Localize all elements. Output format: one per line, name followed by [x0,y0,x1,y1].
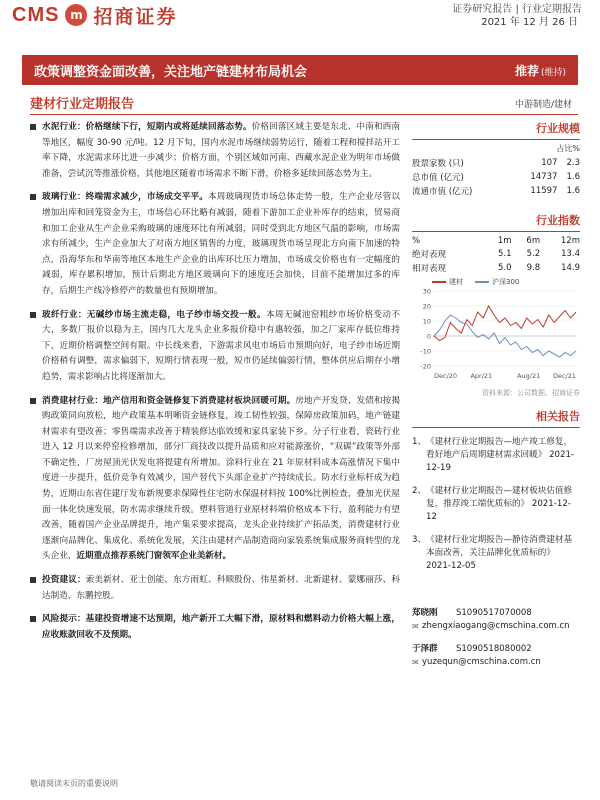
scale-unit: 占比% [556,144,580,153]
x-tick-label: Aug/21 [517,372,541,380]
report-subtitle: 建材行业定期报告 [30,97,135,112]
series-line [434,306,576,341]
row-pct: 1.6 [566,172,580,182]
row-value: 14.9 [561,263,580,273]
analyst-row [412,607,580,620]
analyst-row [412,620,580,633]
section-consumer-materials [30,394,400,566]
footer-disclaimer: 敬请阅读末页的重要说明 [30,779,118,788]
legend-item [432,277,463,287]
report-date-label: 2021-12-05 [426,561,476,571]
section-risk [30,612,400,643]
legend-item [475,277,519,287]
index-performance-chart [412,287,580,382]
item-index: 1、 [412,437,427,447]
report-date: 2021 年 12 月 26 日 [481,17,578,28]
table-row [412,170,580,184]
header-cell: 1m [497,236,512,246]
report-header [0,0,600,40]
analyst-block [412,607,580,669]
y-tick-label: 20 [422,302,431,311]
header-cell: % [412,236,421,246]
table-row [412,156,580,170]
row-value: 5.1 [498,249,512,259]
main-column [30,120,400,651]
report-date-label: 2021-12-12 [426,499,571,522]
analyst-row [412,656,580,669]
y-tick-label: 0 [426,332,431,341]
title-banner [22,55,578,85]
related-report-item[interactable] [412,436,580,475]
report-title: 政策调整资金面改善，关注地产链建材布局机会 [34,64,308,80]
table-header-row [412,235,580,247]
y-tick-label: -20 [420,362,431,371]
row-label: 总市值 (亿元) [412,173,464,183]
email-icon: ✉ [412,658,419,667]
row-label: 股票家数 (只) [412,159,464,169]
row-value: 5.2 [526,249,541,259]
logo-text-cn: 招商证券 [93,5,178,28]
section-cement [30,120,400,182]
scale-heading: 行业规模 [412,120,580,140]
row-value: 107 [541,158,558,168]
logo-text-en: CMS [12,3,60,26]
legend-swatch [432,281,446,283]
x-tick-label: Dec/21 [552,372,576,380]
header-cell: 12m [560,236,580,246]
section-body: 本周无碱池窑粗纱市场价格变动不大，多数厂报价以稳为主，国内几大龙头企业多报价稳中有惠较强，加之厂家库存低位维持下，近期价格调整空间有限。中长线来看，下游需求风电市场后市预期向好，电子纱市场近期价格稍有调整，需求偏弱下，短期行情表现一般，短市仍延续偏弱行情，整体供应后期存小增趋势，需求影响占比将逐渐加大。 [42,309,400,382]
item-index: 2、 [412,486,427,496]
row-label: 相对表现 [412,264,447,274]
square-bullet-icon [30,312,36,318]
section-lead: 水泥行业：价格继续下行，短期内或将延续回落态势。 [42,122,252,132]
chart-source: 资料来源：公司数据、招商证券 [482,389,580,397]
item-index: 3、 [412,535,427,545]
y-tick-label: 10 [422,317,431,326]
section-highlight: 近期重点推荐系统门窗领军企业美新材。 [76,551,232,562]
square-bullet-icon [30,124,36,130]
row-label: 绝对表现 [412,250,447,260]
analyst [412,643,580,669]
legend-swatch [475,281,489,283]
section-body: 房地产开发贷、发债和按揭购政策同向放松，地产政策基本明晰资金链修复，竣工韧性较强，保障房政策加码，地产链建材需求有望改善；零售端需求改善于精装修达临效缓和家具家装下乡。分子行业看，瓷砖行业进入 12 月以来停窑检修增加，部分厂商技改以提升品质和应对能源涨价，“双碳”政策等外部不确定性，厂房屋顶光伏发电将提建有所增加。涂料行业在 21 年原材料成本高涨情况下集中度进一步提升，低价竞争有效减少，国产替代下头部企业扩产持续成长。防水行业标杆成为趋势，近期山东省住建厅发布新规要求保障性住宅防水保温材料按 100%比例检查，叠加光伏屋面一体化快速发展，防水需求继续升级。塑料管道行业原材料端价格成本下行，盈利能力有望改善，随着国产企业品牌提升，地产集采要求提高，龙头企业持续扩产拓品类，消费建材行业逐渐向品牌化、集成化、系统化发展，关注由建材产品制造商向家装系统集成服务商转型的龙头企业， [42,395,400,562]
analyst-row [412,643,580,656]
row-pct: 1.6 [566,186,580,196]
square-bullet-icon [30,398,36,404]
section-body: 价格回落区域主要是东北、中南和西南等地区，幅度 30-90 元/吨。12 月下旬，国内水泥市场继续弱势运行，随着工程和搅拌站开工率下降，水泥需求环比进一步减少；价格方面，个别区域如河南、西藏水泥企业为明年市场做准备，尝试沉等推涨价格，其他地区随着市场需求不断下滑，价格多延续回落态势为主。 [42,122,400,179]
section-lead: 风险提示：基建投资增速不达预期，地产新开工大幅下滑，原材料和燃料动力价格大幅上涨，应收账款回收不及预期。 [42,614,400,640]
analyst [412,607,580,633]
cms-logo [12,0,177,30]
index-table [412,235,580,275]
row-value: 9.8 [526,263,541,273]
table-row [412,261,580,275]
industry-tag: 中游制造/建材 [514,100,572,110]
section-lead: 投资建议： [42,575,86,586]
section-fiberglass [30,308,400,386]
legend-label: 沪深300 [492,278,520,286]
section-body: 索美新材、亚士创能、东方雨虹、科顺股份、伟星新材、北新建材、蒙娜丽莎、科达制造、东鹏控股。 [42,575,400,601]
rating-badge [515,62,566,79]
report-link-title: 《建材行业定期报告—建材板块估值修复，推荐竣工端优质标的》 [426,486,573,509]
analyst-email[interactable]: zhengxiaogang@cmschina.com.cn [422,621,570,631]
rating-note: (维持) [540,67,566,78]
square-bullet-icon [30,616,36,622]
analyst-email[interactable]: yuzequn@cmschina.com.cn [422,657,541,667]
row-value: 13.4 [561,249,580,259]
rating-text: 推荐 [514,63,539,78]
legend-label: 建材 [449,278,463,286]
row-value: 14737 [530,172,558,182]
report-link-title: 《建材行业定期报告—静待消费建材基本面改善，关注品牌化优质标的》 [426,535,573,558]
y-tick-label: 30 [422,287,431,296]
related-report-item[interactable] [412,534,580,573]
logo-badge-icon: m [65,4,87,26]
x-tick-label: Dec/20 [434,372,458,380]
section-lead: 玻纤行业：无碱纱市场主流走稳，电子纱市场交投一般。 [42,309,266,320]
chart-legend [432,277,580,287]
square-bullet-icon [30,194,36,200]
report-type: 证券研究报告 | 行业定期报告 [452,4,582,15]
analyst-code: S1090518080002 [456,644,532,654]
sidebar [412,120,580,679]
email-icon: ✉ [412,622,419,631]
row-value: 5.0 [498,263,512,273]
x-tick-label: Apr/21 [470,372,493,380]
report-link-title: 《建材行业定期报告—地产竣工修复，看好地产后周期建材需求回暖》 [426,437,573,460]
table-row [412,184,580,198]
related-reports [412,436,580,573]
analyst-name: 于泽群 [412,644,438,654]
row-pct: 2.3 [566,158,580,168]
related-heading: 相关报告 [412,408,580,428]
related-report-item[interactable] [412,485,580,524]
table-row [412,247,580,261]
report-date-label: 2021-12-19 [426,450,575,473]
section-investment [30,573,400,604]
analyst-name: 郑晓刚 [412,608,438,618]
section-lead: 消费建材行业：地产信用和资金链修复下消费建材板块回暖可期。 [42,395,296,406]
analyst-code: S1090517070008 [456,608,532,618]
row-label: 流通市值 (亿元) [412,187,473,197]
section-lead: 玻璃行业：终端需求减少，市场成交平平。 [42,192,208,203]
header-cell: 6m [526,236,541,246]
divider [30,114,578,115]
scale-table [412,156,580,198]
y-tick-label: -10 [420,347,431,356]
index-heading: 行业指数 [412,212,580,232]
section-body: 本周玻璃现货市场总体走势一般，生产企业尽管以增加出库和回笼资金为主，市场信心环比略有减弱，随着下游加工企业补库存的结束，贸易商和加工企业从生产企业采购玻璃的速度环比有所减弱，同时受到北方地区气温的影响，市场需求有所减少，生产企业加大了对南方地区销售的力度，玻璃现货市场呈现北方向南下加速的特点，沿海华东和华南等地区本地生产企业的出库环比压力增加，市场成交价格也有一定幅度的减弱，库存累积增加，预计后期北方地区玻璃向下的速度还会加快，目前不能增加过多的库存，后期生产线冷修停产的数量也有预期增加。 [42,192,400,296]
section-glass [30,190,400,299]
row-value: 11597 [530,186,558,196]
square-bullet-icon [30,577,36,583]
